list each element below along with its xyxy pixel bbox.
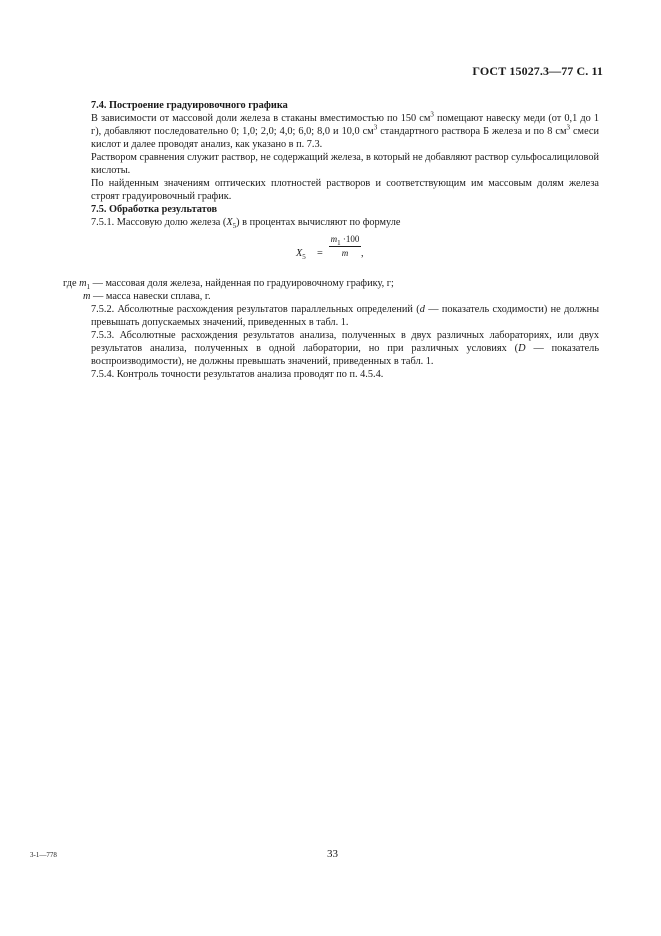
section-7-4-paragraph-1: В зависимости от массовой доли железа в стаканы вместимостью по 150 $см^3$ помещают навеску меди (от 0,1 до 1 г), добавляют последовательно 0; 1,0; 2,0; 4,0; 6,0; 8,0 и 10,0 $см^3$ стандартного раствора Б железа и по 8 $см^3$ смеси кислот и далее проводят анализ, как указано в п. 7.3. — [91, 110, 599, 150]
formula-x5 — [91, 233, 599, 277]
section-7-4-paragraph-3: По найденным значениям оптических плотностей растворов и соответствующим им массовым долям железа строят градуировочный график. — [91, 178, 599, 202]
where-m-definition: m — масса навески сплава, г. — [83, 291, 211, 302]
formula-denominator: m — [341, 248, 349, 258]
section-7-5-1-paragraph: 7.5.1. Массовую долю железа $(X_5)$ в процентах вычисляют по формуле — [91, 217, 401, 231]
section-7-5-2-paragraph: 7.5.2. Абсолютные расхождения результатов параллельных определений (d — показатель сходимости) не должны превышать допускаемых значений, приведенных в табл. 1. — [91, 304, 599, 328]
formula-numerator: $m_1 \cdot 100$ — [330, 234, 360, 247]
footer-print-code: 3-1—778 — [30, 851, 57, 859]
section-7-5-3-paragraph: 7.5.3. Абсолютные расхождения результатов анализа, полученных в двух различных лабораториях, или двух результатов анализа, полученных в одной лаборатории, но при различных условиях (D — показатель воспроизводимости), не должны превышать значений, приведенных в табл. 1. — [91, 330, 600, 367]
formula-equals: = — [317, 248, 323, 259]
formula-lhs: $X_5$ — [296, 248, 306, 262]
section-7-4-title: 7.4. Построение градуировочного графика — [91, 100, 288, 111]
formula-comma: , — [361, 248, 364, 259]
page-number: 33 — [327, 848, 338, 860]
section-7-5-title: 7.5. Обработка результатов — [91, 204, 218, 215]
where-m1-definition: где $m_1$ — массовая доля железа, найденная по градуировочному графику, г; — [63, 278, 394, 292]
document-body — [63, 99, 600, 381]
section-7-5-4-paragraph: 7.5.4. Контроль точности результатов анализа проводят по п. 4.5.4. — [91, 369, 384, 380]
document-header: ГОСТ 15027.3—77 С. 11 — [472, 64, 603, 78]
section-7-4-paragraph-2: Раствором сравнения служит раствор, не содержащий железа, в который не добавляют раствор сульфосалициловой кислоты. — [91, 152, 599, 176]
formula-fraction — [329, 233, 361, 259]
